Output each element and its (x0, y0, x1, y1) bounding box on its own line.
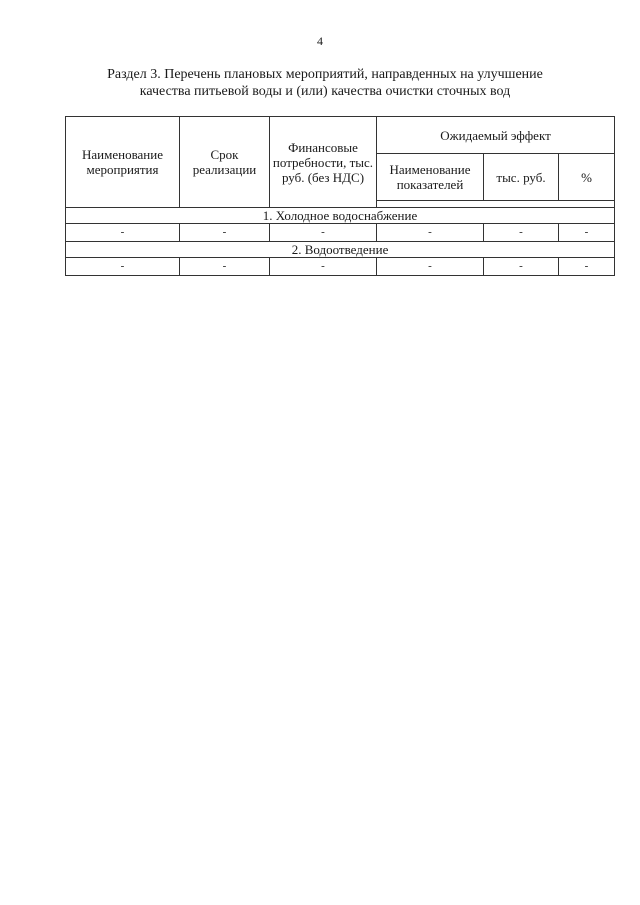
table-cell: - (377, 224, 484, 242)
header-finance: Финансовые потребности, тыс. руб. (без НДС) (270, 117, 377, 208)
header-percent: % (559, 154, 615, 201)
table-cell: - (66, 258, 180, 276)
section-water-disposal: 2. Водоотведение (66, 242, 615, 258)
table-cell: - (484, 258, 559, 276)
table-cell: - (559, 224, 615, 242)
header-measure-name: Наименование мероприятия (66, 117, 180, 208)
header-term: Срок реализации (180, 117, 270, 208)
table-cell: - (559, 258, 615, 276)
page-number: 4 (317, 34, 323, 48)
table-cell: - (270, 258, 377, 276)
section-title-line-2: качества питьевой воды и (или) качества очистки сточных вод (139, 84, 511, 99)
section-cold-water-supply: 1. Холодное водоснабжение (66, 208, 615, 224)
table-cell: - (180, 224, 270, 242)
table-cell: - (377, 258, 484, 276)
header-expected-effect: Ожидаемый эффект (377, 117, 615, 154)
table-cell: - (270, 224, 377, 242)
header-spacer (377, 201, 615, 208)
header-thousand-rub: тыс. руб. (484, 154, 559, 201)
section-title (60, 66, 590, 100)
table-cell: - (484, 224, 559, 242)
table-cell: - (180, 258, 270, 276)
header-indicator-name: Наименование показателей (377, 154, 484, 201)
measures-table (65, 116, 615, 276)
table-cell: - (66, 224, 180, 242)
section-title-line-1: Раздел 3. Перечень плановых мероприятий, направденных на улучшение (107, 67, 543, 82)
